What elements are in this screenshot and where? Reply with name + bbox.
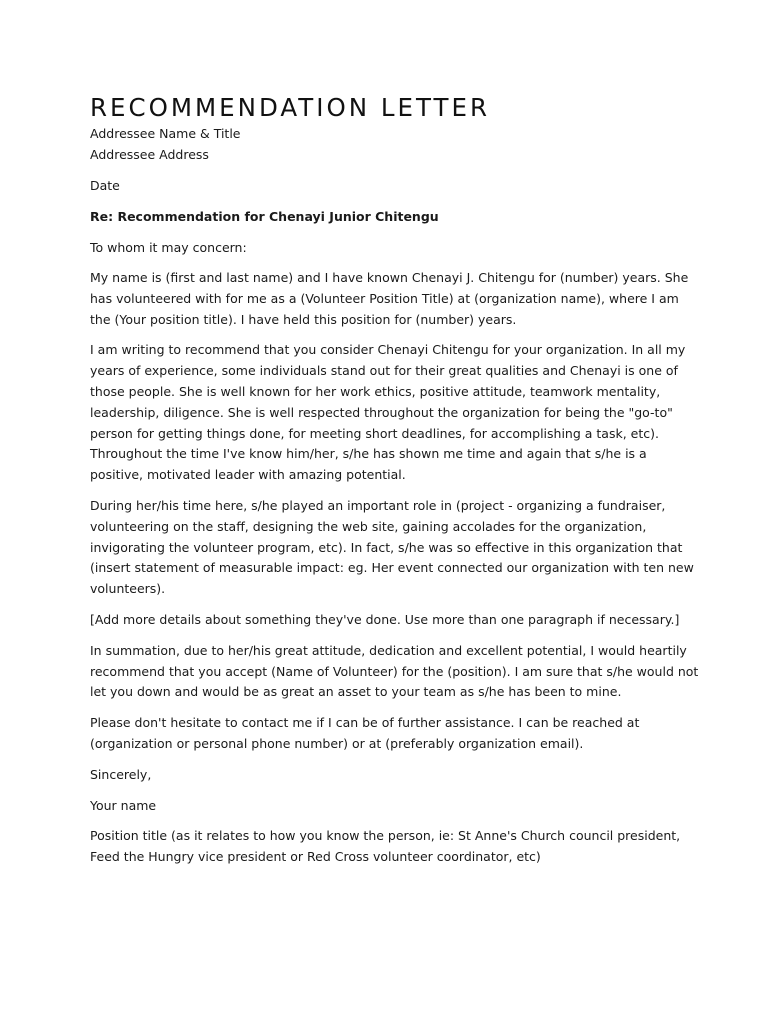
signature-name: Your name (90, 797, 157, 813)
addressee-address: Addressee Address (90, 147, 209, 162)
paragraph-summation: In summation, due to her/his great attitude, dedication and excellent potential, I would heartily recommend that you accept (Name of Volunteer) for the (position). I am sure that s/he would not let you down and would be as great an asset to your team as s/he has been to mine. (90, 642, 699, 700)
paragraph-intro: My name is (first and last name) and I have known Chenayi J. Chitengu for (number) years. She has volunteered with for me as a (Volunteer Position Title) at (organization name), where I am the (Your position title). I have held this position for (number) years. (90, 270, 689, 327)
paragraph-details: [Add more details about something they've done. Use more than one paragraph if necessary.] (90, 611, 680, 627)
letter-date: Date (90, 178, 120, 193)
paragraph-role: During her/his time here, s/he played an important role in (project - organizing a fundraiser, volunteering on the staff, designing the web site, gaining accolades for the organization, invigorating the volunteer program, etc). In fact, s/he was so effective in this organization that (insert statement of measurable impact: eg. Her event connected our organization with ten new volunteers). (90, 497, 694, 597)
letter-title: RECOMMENDATION LETTER (90, 93, 490, 122)
paragraph-contact: Please don't hesitate to contact me if I can be of further assistance. I can be reached at (organization or personal phone number) or at (preferably organization email). (90, 715, 640, 751)
paragraph-recommendation: I am writing to recommend that you consider Chenayi Chitengu for your organization. In all my years of experience, some individuals stand out for their great qualities and Chenayi is one of those people. She is well known for her work ethics, positive attitude, teamwork mentality, leadership, diligence. She is well respected throughout the organization for being the "go-to" person for getting things done, for meeting short deadlines, for accomplishing a task, etc). Throughout the time I've know him/her, s/he has shown me time and again that s/he is a positive, motivated leader with amazing potential. (90, 342, 686, 483)
position-title: Position title (as it relates to how you know the person, ie: St Anne's Church council president, Feed the Hungry vice president or Red Cross volunteer coordinator, etc) (90, 828, 681, 865)
addressee-name: Addressee Name & Title (90, 126, 241, 141)
letter-body (90, 93, 700, 868)
letter-subject: Re: Recommendation for Chenayi Junior Chitengu (90, 209, 439, 224)
salutation: To whom it may concern: (90, 240, 247, 255)
closing: Sincerely, (90, 766, 152, 782)
